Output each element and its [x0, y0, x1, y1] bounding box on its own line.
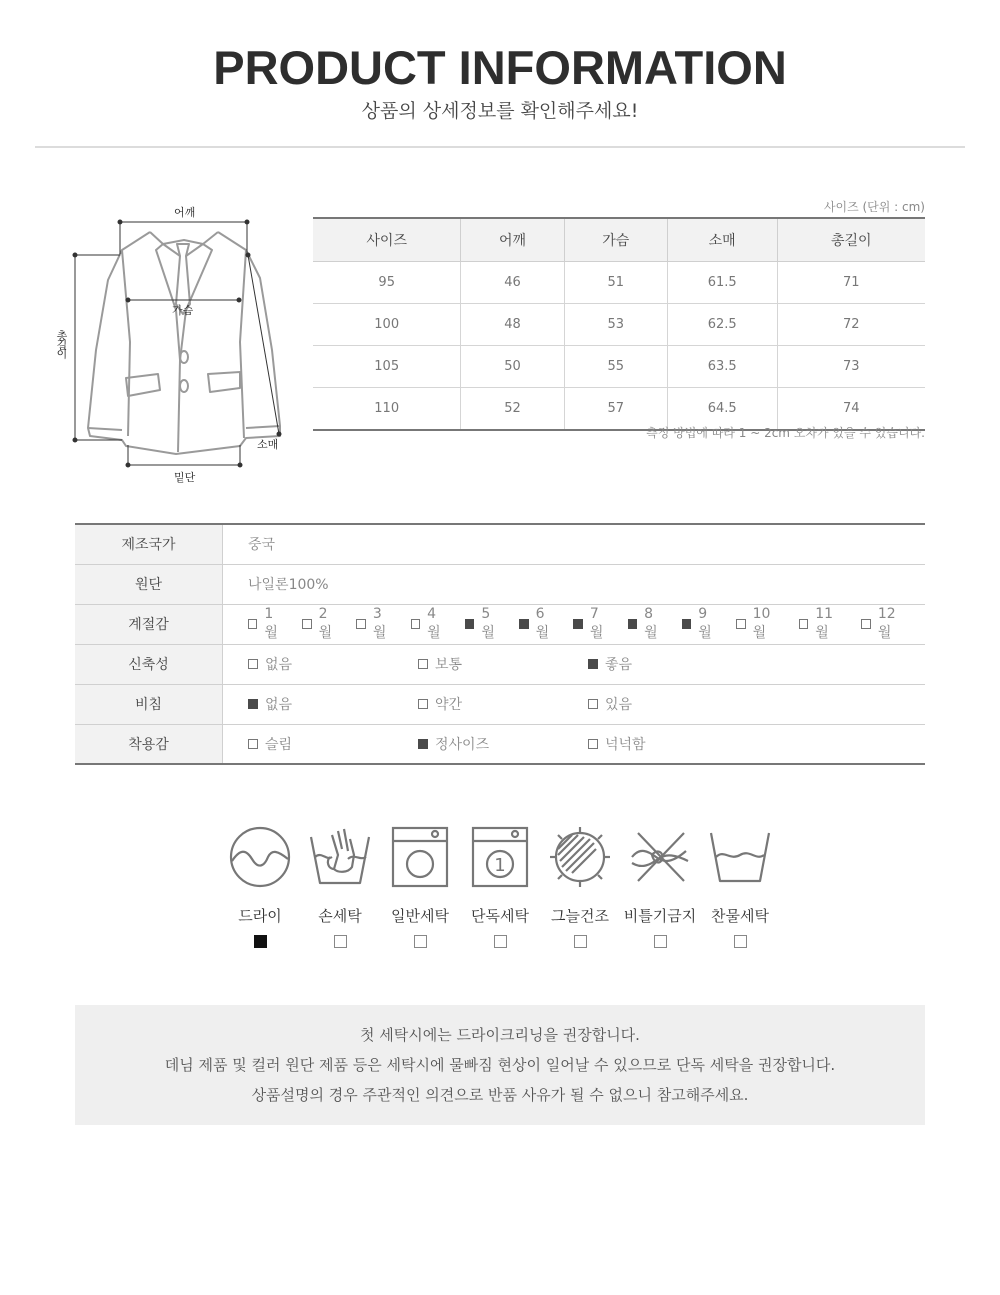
- shade-dry-icon: [548, 825, 612, 889]
- care-item-dry[interactable]: [220, 825, 300, 948]
- care-item-wash-separately[interactable]: [460, 825, 540, 948]
- table-cell: 95: [313, 262, 461, 304]
- size-table: [313, 217, 925, 431]
- svg-text:1: 1: [494, 855, 506, 876]
- table-cell: 52: [461, 388, 564, 431]
- spec-label: 비침: [75, 684, 223, 724]
- care-instructions: [220, 825, 780, 955]
- checkbox: [248, 739, 258, 749]
- sheer-option[interactable]: [588, 694, 758, 714]
- size-unit-note: 사이즈 (단위 : cm): [823, 200, 925, 214]
- checkbox: [519, 619, 528, 629]
- header-sleeve: 소매: [667, 218, 777, 262]
- month-label: 11월: [815, 606, 834, 641]
- month-option[interactable]: [356, 606, 393, 642]
- fit-option[interactable]: [418, 734, 588, 754]
- checkbox: [588, 699, 598, 709]
- checkbox: [418, 659, 428, 669]
- header-shoulder: 어깨: [461, 218, 564, 262]
- month-option[interactable]: [861, 606, 907, 642]
- care-checkbox: [574, 935, 587, 948]
- month-label: 6월: [535, 606, 550, 641]
- checkbox: [248, 659, 258, 669]
- month-option[interactable]: [519, 606, 556, 642]
- notice-box: [75, 1005, 925, 1125]
- table-row: [313, 346, 925, 388]
- month-label: 2월: [318, 606, 333, 641]
- stretch-option[interactable]: [248, 654, 418, 674]
- checkbox: [861, 619, 870, 629]
- option-label: 좋음: [605, 657, 633, 673]
- shoulder-label: 어깨: [174, 206, 196, 219]
- care-checkbox: [654, 935, 667, 948]
- table-cell: 72: [777, 304, 925, 346]
- spec-row-stretch: [75, 644, 925, 684]
- care-item-do-not-wring[interactable]: [620, 825, 700, 948]
- month-label: 5월: [481, 606, 495, 641]
- page-title: PRODUCT INFORMATION: [213, 41, 787, 94]
- month-list: [248, 606, 924, 642]
- header-size: 사이즈: [313, 218, 461, 262]
- care-checkbox: [494, 935, 507, 948]
- option-label: 있음: [605, 697, 633, 713]
- spec-label: 계절감: [75, 604, 223, 644]
- fit-option[interactable]: [248, 734, 418, 754]
- option-label: 슬림: [265, 736, 293, 753]
- spec-table: [75, 523, 925, 765]
- dry-clean-icon: [228, 825, 292, 889]
- care-checkbox: [414, 935, 427, 948]
- table-cell: 53: [564, 304, 667, 346]
- chest-label: 가슴: [172, 304, 194, 317]
- checkbox: [588, 659, 598, 669]
- table-cell: 57: [564, 388, 667, 431]
- table-cell: 71: [777, 262, 925, 304]
- checkbox: [588, 739, 598, 749]
- care-label: 일반세탁: [391, 907, 449, 925]
- spec-row-season: [75, 604, 925, 644]
- checkbox: [573, 619, 582, 629]
- checkbox: [628, 619, 637, 629]
- table-cell: 74: [777, 388, 925, 431]
- table-cell: 50: [461, 346, 564, 388]
- checkbox: [736, 619, 745, 629]
- table-cell: 62.5: [667, 304, 777, 346]
- wash-separately-icon: [468, 825, 532, 889]
- month-label: 4월: [427, 606, 441, 641]
- season-options: [223, 604, 926, 644]
- machine-wash-icon: [388, 825, 452, 889]
- jacket-measurement-diagram: [50, 200, 300, 490]
- spec-value-origin: 중국: [223, 524, 926, 564]
- table-row: [313, 304, 925, 346]
- fit-option[interactable]: [588, 734, 758, 754]
- spec-row-fit: [75, 724, 925, 764]
- option-label: 보통: [435, 657, 463, 673]
- month-label: 9월: [698, 606, 712, 641]
- month-option[interactable]: [628, 606, 665, 642]
- header-divider: [35, 146, 965, 148]
- sheer-option[interactable]: [248, 694, 418, 714]
- month-option[interactable]: [248, 606, 285, 642]
- checkbox: [418, 739, 428, 749]
- sheer-option[interactable]: [418, 694, 588, 714]
- care-item-cold-wash[interactable]: [700, 825, 780, 948]
- option-label: 정사이즈: [435, 736, 490, 753]
- checkbox: [302, 619, 311, 629]
- month-option[interactable]: [682, 606, 719, 642]
- spec-label: 제조국가: [75, 524, 223, 564]
- table-cell: 46: [461, 262, 564, 304]
- month-option[interactable]: [411, 606, 448, 642]
- table-cell: 73: [777, 346, 925, 388]
- care-checkbox: [734, 935, 747, 948]
- month-label: 1월: [264, 606, 278, 641]
- checkbox: [465, 619, 474, 629]
- notice-line: 상품설명의 경우 주관적인 의견으로 반품 사유가 될 수 없으니 참고해주세요.: [251, 1086, 749, 1104]
- checkbox: [248, 699, 258, 709]
- option-label: 약간: [435, 697, 463, 713]
- care-label: 찬물세탁: [711, 907, 769, 925]
- table-cell: 55: [564, 346, 667, 388]
- care-checkbox: [254, 935, 267, 948]
- care-label: 손세탁: [318, 907, 362, 925]
- care-label: 드라이: [238, 907, 282, 925]
- size-table-header-row: [313, 218, 925, 262]
- do-not-wring-icon: [628, 825, 692, 889]
- month-label: 8월: [644, 606, 658, 641]
- page-subtitle: 상품의 상세정보를 확인해주세요!: [361, 100, 639, 122]
- spec-label: 신축성: [75, 644, 223, 684]
- sheer-options: [223, 684, 926, 724]
- hand-wash-icon: [308, 825, 372, 889]
- cold-wash-icon: [708, 825, 772, 889]
- length-label: 총길이: [55, 330, 68, 357]
- spec-row-fabric: [75, 564, 925, 604]
- checkbox: [799, 619, 808, 629]
- notice-line: 데님 제품 및 컬러 원단 제품 등은 세탁시에 물빠짐 현상이 일어날 수 있으므로 단독 세탁을 권장합니다.: [164, 1056, 836, 1074]
- care-checkbox: [334, 935, 347, 948]
- table-cell: 110: [313, 388, 461, 431]
- checkbox: [411, 619, 420, 629]
- month-label: 12월: [877, 606, 896, 641]
- stretch-option[interactable]: [588, 654, 758, 674]
- table-cell: 48: [461, 304, 564, 346]
- table-cell: 100: [313, 304, 461, 346]
- option-label: 넉넉함: [605, 736, 646, 753]
- table-row: [313, 262, 925, 304]
- notice-line: 첫 세탁시에는 드라이크리닝을 권장합니다.: [360, 1026, 640, 1044]
- table-cell: 63.5: [667, 346, 777, 388]
- sleeve-label: 소매: [257, 438, 279, 451]
- care-label: 단독세탁: [471, 907, 529, 925]
- hem-label: 밑단: [174, 471, 196, 484]
- care-label: 그늘건조: [551, 907, 609, 925]
- option-label: 없음: [265, 657, 293, 673]
- table-cell: 61.5: [667, 262, 777, 304]
- month-option[interactable]: [465, 606, 502, 642]
- checkbox: [356, 619, 365, 629]
- option-label: 없음: [265, 697, 293, 713]
- month-option[interactable]: [736, 606, 782, 642]
- spec-value-fabric: 나일론100%: [223, 564, 926, 604]
- spec-label: 원단: [75, 564, 223, 604]
- stretch-options: [223, 644, 926, 684]
- care-item-machine-wash[interactable]: [380, 825, 460, 948]
- header-length: 총길이: [777, 218, 925, 262]
- header-chest: 가슴: [564, 218, 667, 262]
- spec-row-origin: [75, 524, 925, 564]
- month-option[interactable]: [302, 606, 339, 642]
- checkbox: [248, 619, 257, 629]
- table-cell: 51: [564, 262, 667, 304]
- spec-row-sheer: [75, 684, 925, 724]
- month-option[interactable]: [799, 606, 845, 642]
- spec-label: 착용감: [75, 724, 223, 764]
- month-label: 10월: [752, 606, 771, 641]
- care-item-hand-wash[interactable]: [300, 825, 380, 948]
- month-option[interactable]: [573, 606, 610, 642]
- table-cell: 64.5: [667, 388, 777, 431]
- care-item-shade-dry[interactable]: [540, 825, 620, 948]
- stretch-option[interactable]: [418, 654, 588, 674]
- measurement-note: 측정 방법에 따라 1 ~ 2cm 오차가 있을 수 있습니다.: [646, 426, 925, 440]
- checkbox: [418, 699, 428, 709]
- month-label: 7월: [589, 606, 604, 641]
- month-label: 3월: [372, 606, 387, 641]
- table-cell: 105: [313, 346, 461, 388]
- care-label: 비틀기금지: [623, 907, 697, 925]
- checkbox: [682, 619, 691, 629]
- fit-options: [223, 724, 926, 764]
